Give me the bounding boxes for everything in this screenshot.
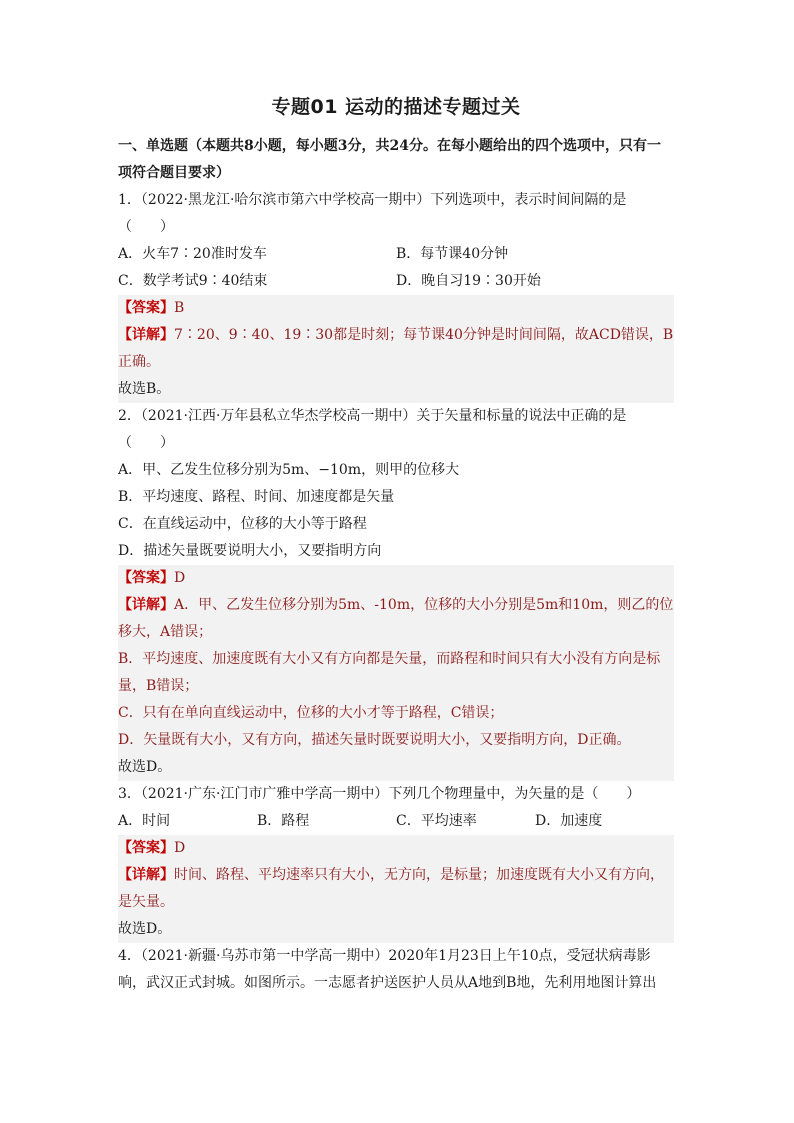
options <box>118 808 674 835</box>
conclusion: 故选D。 <box>118 921 172 937</box>
detail-text: 时间、路程、平均速率只有大小，无方向，是标量；加速度既有大小又有方向，是矢量。 <box>118 867 664 910</box>
detail-tag: 【详解】 <box>118 597 174 613</box>
question-3 <box>118 781 674 943</box>
question-stem: 3．（2021·广东·江门市广雅中学高一期中）下列几个物理量中，为矢量的是（ ） <box>118 786 641 802</box>
detail-line-d: D．矢量既有大小，又有方向，描述矢量时既要说明大小，又要指明方向，D正确。 <box>118 732 631 748</box>
detail-line <box>118 862 674 916</box>
answer-line <box>118 565 674 592</box>
detail-line <box>118 592 674 646</box>
answer-tag: 【答案】 <box>118 570 174 586</box>
detail-tag: 【详解】 <box>118 867 174 883</box>
answer-line <box>118 835 674 862</box>
question-stem: 4．（2021·新疆·乌苏市第一中学高一期中）2020年1月23日上午10点，受冠状病毒影响，武汉正式封城。如图所示。一志愿者护送医护人员从A地到B地，先利用地图计算出 <box>118 948 657 991</box>
option-c: C．数学考试9∶40结束 <box>118 273 268 289</box>
option-b: B．每节课40分钟 <box>396 246 509 262</box>
question-stem: 1．（2022·黑龙江·哈尔滨市第六中学校高一期中）下列选项中，表示时间间隔的是（ ） <box>118 192 627 235</box>
answer-tag: 【答案】 <box>118 300 174 316</box>
conclusion: 故选B。 <box>118 381 171 397</box>
section-heading: 一、单选题（本题共8小题，每小题3分，共24分。在每小题给出的四个选项中，只有一项符合题目要求） <box>118 138 661 181</box>
detail-text: 7∶20、9∶40、19∶30都是时刻；每节课40分钟是时间间隔，故ACD错误，B正确。 <box>118 327 674 370</box>
option-c: C．在直线运动中，位移的大小等于路程 <box>118 516 367 532</box>
options <box>118 241 674 295</box>
option-d: D．晚自习19∶30开始 <box>396 273 541 289</box>
question-2 <box>118 403 674 781</box>
option-a: A．时间 <box>118 813 171 829</box>
detail-line <box>118 322 674 376</box>
detail-text: A．甲、乙发生位移分别为5m、-10m，位移的大小分别是5m和10m，则乙的位移大，A错误； <box>118 597 674 640</box>
answer-block <box>118 835 674 943</box>
option-d: D．描述矢量既要说明大小，又要指明方向 <box>118 543 382 559</box>
answer-block <box>118 565 674 781</box>
detail-tag: 【详解】 <box>118 327 174 343</box>
page-title: 专题01 运动的描述专题过关 <box>271 96 521 118</box>
option-c: C．平均速率 <box>396 813 477 829</box>
answer-value: D <box>174 570 186 586</box>
answer-line <box>118 295 674 322</box>
question-1 <box>118 187 674 403</box>
answer-value: B <box>174 300 185 316</box>
option-d: D．加速度 <box>535 813 603 829</box>
option-b: B．平均速度、路程、时间、加速度都是矢量 <box>118 489 395 505</box>
detail-line-c: C．只有在单向直线运动中，位移的大小才等于路程，C错误； <box>118 705 504 721</box>
option-a: A．火车7∶20准时发车 <box>118 246 267 262</box>
option-b: B．路程 <box>257 813 310 829</box>
options <box>118 457 674 565</box>
option-a: A．甲、乙发生位移分别为5m、−10m，则甲的位移大 <box>118 462 460 478</box>
document-page <box>118 92 674 997</box>
answer-tag: 【答案】 <box>118 840 174 856</box>
detail-line-b: B．平均速度、加速度既有大小又有方向都是矢量，而路程和时间只有大小没有方向是标量，B错误； <box>118 651 661 694</box>
question-4 <box>118 943 674 997</box>
question-stem: 2．（2021·江西·万年县私立华杰学校高一期中）关于矢量和标量的说法中正确的是（ ） <box>118 408 627 451</box>
answer-block <box>118 295 674 403</box>
answer-value: D <box>174 840 186 856</box>
conclusion: 故选D。 <box>118 759 172 775</box>
